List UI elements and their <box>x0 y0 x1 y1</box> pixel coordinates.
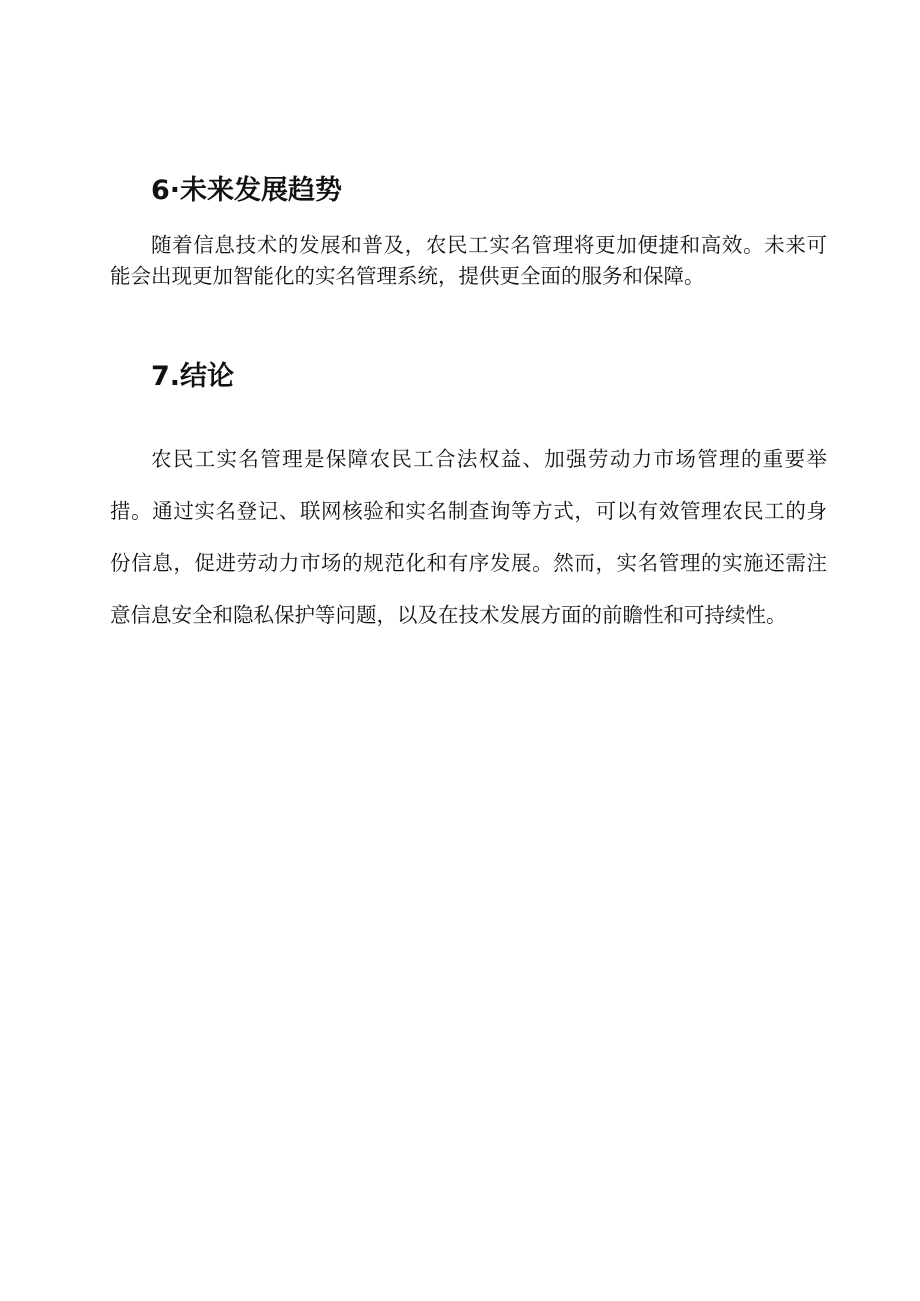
section-heading-future-trends: 6·未来发展趋势 <box>151 175 343 206</box>
section-paragraph-conclusion: 农民工实名管理是保障农民工合法权益、加强劳动力市场管理的重要举措。通过实名登记、联网核验和实名制查询等方式，可以有效管理农民工的身份信息，促进劳动力市场的规范化和有序发展。然而，实名管理的实施还需注意信息安全和隐私保护等问题，以及在技术发展方面的前瞻性和可持续性。 <box>110 447 827 627</box>
section-heading-conclusion: 7.结论 <box>151 361 235 392</box>
section-paragraph-future-trends: 随着信息技术的发展和普及，农民工实名管理将更加便捷和高效。未来可能会出现更加智能化的实名管理系统，提供更全面的服务和保障。 <box>110 233 827 288</box>
